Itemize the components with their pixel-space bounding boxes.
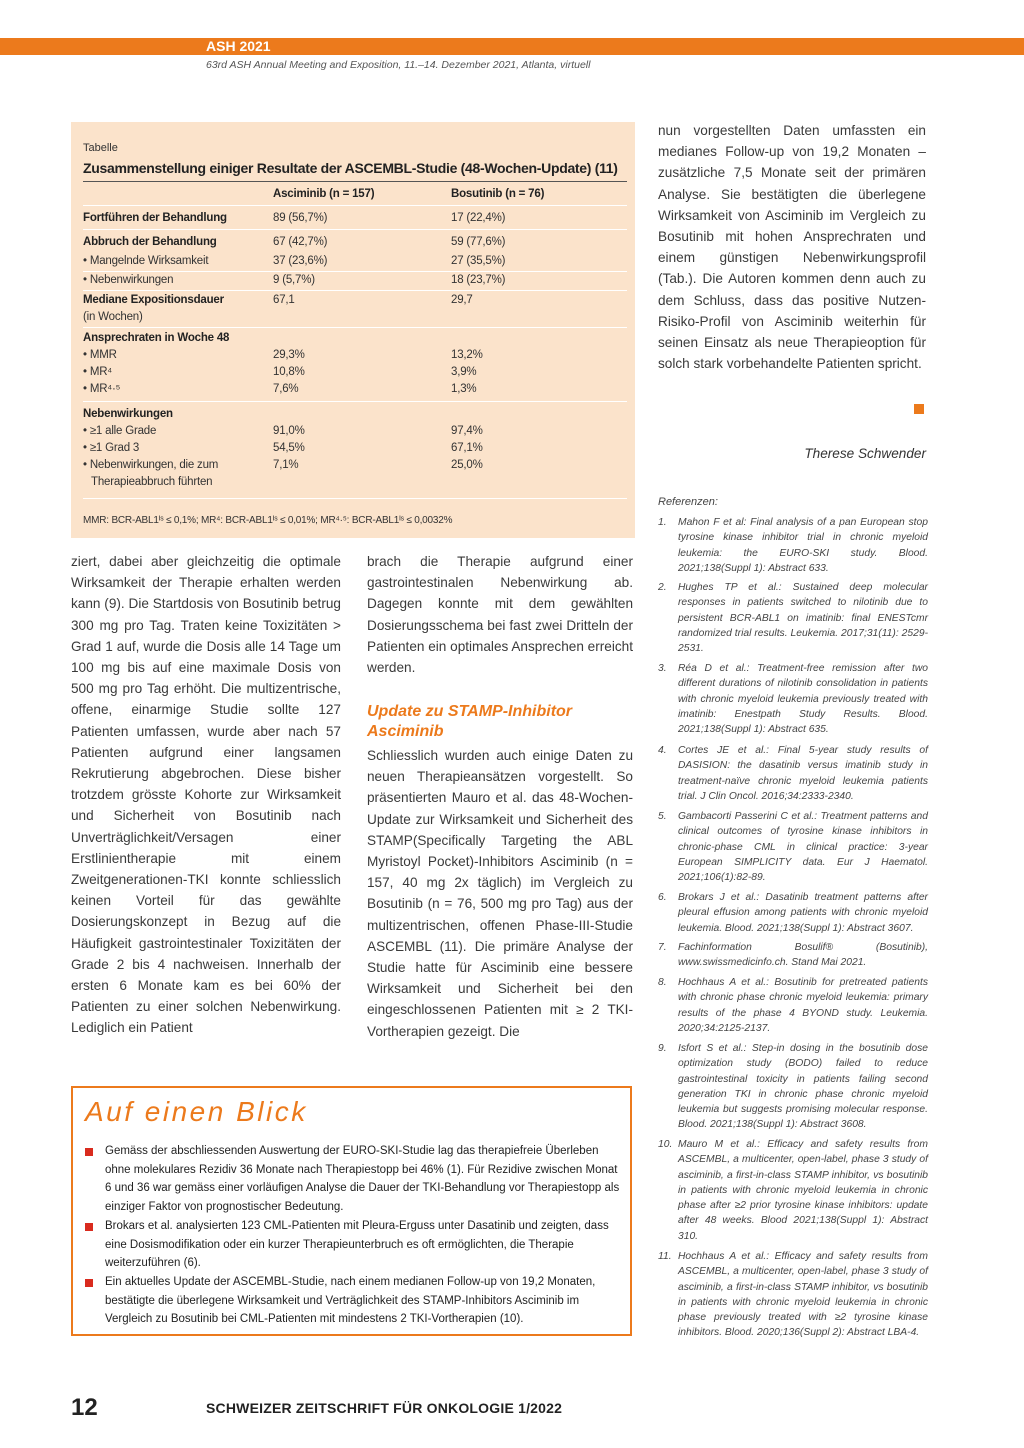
bullet-icon <box>85 1279 93 1287</box>
cell-asciminib: 10,8% <box>273 366 305 378</box>
body-column-2b <box>367 745 633 1042</box>
reference-item <box>658 661 928 737</box>
reference-number: 5. <box>658 811 667 822</box>
cell-bosutinib: 13,2% <box>451 349 483 361</box>
body-column-1 <box>71 551 341 1039</box>
row-label: Mediane Expositionsdauer <box>83 294 224 306</box>
row-label-cont: Therapieabbruch führten <box>91 476 213 488</box>
table-divider <box>83 229 627 230</box>
reference-number: 1. <box>658 517 667 528</box>
reference-item <box>658 940 928 971</box>
reference-item <box>658 1249 928 1341</box>
reference-item <box>658 1041 928 1133</box>
reference-number: 7. <box>658 942 667 953</box>
table-title: Zusammenstellung einiger Resultate der ASCEMBL-Studie (48-Wochen-Update) (11) <box>83 160 618 176</box>
end-mark <box>914 404 924 414</box>
summary-item: Brokars et al. analysierten 123 CML-Patienten mit Pleura-Erguss unter Dasatinib und zeigten, dass eine Dosismodifikation oder ein kurzer Therapieunterbruch es oft ermöglichten, die Therapie weiterzuführen (6). <box>105 1220 609 1269</box>
table-divider <box>83 290 627 291</box>
row-label: • MR⁴ <box>83 366 113 378</box>
cell-bosutinib: 18 (23,7%) <box>451 274 506 286</box>
journal-name: SCHWEIZER ZEITSCHRIFT FÜR ONKOLOGIE 1/2022 <box>206 1400 563 1416</box>
table-divider <box>83 205 627 206</box>
paragraph: ziert, dabei aber gleichzeitig die optimale Wirksamkeit der Therapie erhalten werden kann (9). Die Startdosis von Bosutinib betrug 300 mg pro Tag. Traten keine Toxizitäten > Grad 1 auf, wurde die Dosis alle 14 Tage um 100 mg bis auf eine maximale Dosis von 500 mg pro Tag erhöht. Die multizentrische, offene, einarmige Studie sollte 127 Patienten umfassen, wurde aber nach 57 Patienten aufgrund einer langsamen Rekrutierung abgebrochen. Diese bisher trotzdem grösste Kohorte zur Wirksamkeit und Sicherheit von Bosutinib nach Unverträglichkeit/Versagen einer Erstlinientherapie mit einem Zweitgenerationen-TKI konnte schliesslich keinen Vorteil für das gewählte Dosierungskonzept in Bezug auf die Häufigkeit gastrointestinaler Toxizitäten der Grade 2 bis 4 nachweisen. Innerhalb der ersten 6 Monate kam es bei 60% der Patienten zu einer solchen Nebenwirkung. Lediglich ein Patient <box>71 554 341 1036</box>
row-label: Fortführen der Behandlung <box>83 212 227 224</box>
cell-asciminib: 9 (5,7%) <box>273 274 315 286</box>
reference-number: 3. <box>658 663 667 674</box>
reference-text: Cortes JE et al.: Final 5-year study results of DASISION: the dasatinib versus imatinib study in treatment-naïve chronic myeloid leukemia patients trial. J Clin Oncol. 2016;34:2333-2340. <box>678 745 928 802</box>
reference-item <box>658 809 928 885</box>
reference-text: Isfort S et al.: Step-in dosing in the bosutinib dose optimization study (BODO) failed to reduce gastrointestinal toxicity in patients failing second generation TKI in chronic phase chronic myeloid leukemia but suggests promising molecular response. Blood. 2021;138(Suppl 1): Abstract 3608. <box>678 1043 928 1131</box>
reference-item <box>658 743 928 804</box>
cell-asciminib: 29,3% <box>273 349 305 361</box>
results-table <box>71 122 635 538</box>
summary-item: Gemäss der abschliessenden Auswertung der EURO-SKI-Studie lag das therapiefreie Überleben ohne molekulares Rezidiv 36 Monate nach Therapiestopp bei 46% (1). Für Rezidive zwischen Monat 6 und 36 war gemäss einer vorläufigen Analyse die Dauer der TKI-Behandlung vor Therapiestopp als einziger Faktor von prognostischer Bedeutung. <box>105 1145 620 1213</box>
subheading: Update zu STAMP-Inhibitor Asciminib <box>367 703 573 740</box>
reference-text: Hochhaus A et al.: Efficacy and safety results from ASCEMBL, a multicenter, open-label, phase 3 study of asciminib, a first-in-class STAMP inhibitor, vs bosutinib in patients with chronic myeloid leukemia in chronic phase previously treated with ≥2 tyrosine kinase inhibitors. Blood. 2020;136(Suppl 2): Abstract LBA-4. <box>678 1251 928 1339</box>
references-label: Referenzen: <box>658 496 718 508</box>
reference-text: Mauro M et al.: Efficacy and safety results from ASCEMBL, a multicenter, open-label, phase 3 study of asciminib, a first-in-class STAMP inhibitor, vs bosutinib in patients with chronic myeloid leukemia in chronic phase after ≥2 prior tyrosine kinase inhibitors: update after 48 weeks. Blood 2021;138(Suppl 1): Abstract 310. <box>678 1139 928 1242</box>
section-subtitle: 63rd ASH Annual Meeting and Exposition, 11.–14. Dezember 2021, Atlanta, virtuell <box>206 59 591 71</box>
row-label: • MR⁴·⁵ <box>83 383 121 395</box>
section-title: ASH 2021 <box>206 38 271 54</box>
table-divider <box>83 498 627 499</box>
row-label: Ansprechraten in Woche 48 <box>83 332 230 344</box>
paragraph: brach die Therapie aufgrund einer gastrointestinalen Nebenwirkung ab. Dagegen konnte mit dem gewählten Dosierungsschema bei fast zwei Dritteln der Patienten ein optimales Ansprechen erreicht werden. <box>367 554 633 676</box>
cell-bosutinib: 3,9% <box>451 366 477 378</box>
cell-asciminib: 91,0% <box>273 425 305 437</box>
cell-bosutinib: 59 (77,6%) <box>451 236 506 248</box>
body-column-2 <box>367 551 633 678</box>
summary-title: Auf einen Blick <box>85 1096 308 1127</box>
cell-asciminib: 54,5% <box>273 442 305 454</box>
cell-asciminib: 37 (23,6%) <box>273 255 328 267</box>
reference-number: 2. <box>658 582 667 593</box>
summary-item: Ein aktuelles Update der ASCEMBL-Studie, nach einem medianen Follow-up von 19,2 Monaten, bestätigte die überlegene Wirksamkeit und Verträglichkeit des STAMP-Inhibitors Asciminib im Vergleich zu Bosutinib bei CML-Patienten mit mindestens 2 TKI-Vortherapien (10). <box>105 1276 596 1325</box>
table-label: Tabelle <box>83 142 118 154</box>
cell-asciminib: 7,1% <box>273 459 299 471</box>
reference-text: Mahon F et al: Final analysis of a pan European stop tyrosine kinase inhibitor trial in chronic myeloid leukemia: the EURO-SKI study. Blood. 2021;138(Suppl 1): Abstract 633. <box>678 517 928 574</box>
cell-bosutinib: 29,7 <box>451 294 473 306</box>
body-column-3 <box>658 120 926 374</box>
cell-bosutinib: 97,4% <box>451 425 483 437</box>
page-number: 12 <box>71 1394 98 1421</box>
reference-text: Fachinformation Bosulif® (Bosutinib), www.swissmedicinfo.ch. Stand Mai 2021. <box>678 942 928 969</box>
col-header-asciminib: Asciminib (n = 157) <box>273 188 375 200</box>
cell-bosutinib: 27 (35,5%) <box>451 255 506 267</box>
row-label-cont: (in Wochen) <box>83 311 143 323</box>
reference-text: Hochhaus A et al.: Bosutinib for pretreated patients with chronic phase chronic myeloid leukemia: primary results of the phase 4 BYOND study. Leukemia. 2020;34:2125-2137. <box>678 977 928 1034</box>
cell-asciminib: 67,1 <box>273 294 295 306</box>
table-footnote: MMR: BCR-ABL1ᴵˢ ≤ 0,1%; MR⁴: BCR-ABL1ᴵˢ ≤ 0,01%; MR⁴·⁵: BCR-ABL1ᴵˢ ≤ 0,0032% <box>83 515 453 526</box>
cell-bosutinib: 17 (22,4%) <box>451 212 506 224</box>
row-label: • ≥1 Grad 3 <box>83 442 140 454</box>
cell-asciminib: 7,6% <box>273 383 299 395</box>
reference-item <box>658 1137 928 1244</box>
reference-number: 9. <box>658 1043 667 1054</box>
cell-asciminib: 67 (42,7%) <box>273 236 328 248</box>
cell-bosutinib: 25,0% <box>451 459 483 471</box>
reference-number: 6. <box>658 892 667 903</box>
table-divider <box>83 327 627 328</box>
reference-number: 4. <box>658 745 667 756</box>
row-label: • ≥1 alle Grade <box>83 425 157 437</box>
col-header-bosutinib: Bosutinib (n = 76) <box>451 188 545 200</box>
row-label: • Nebenwirkungen, die zum <box>83 459 219 471</box>
reference-text: Hughes TP et al.: Sustained deep molecular responses in patients switched to nilotinib due to persistent BCR-ABL1 on imatinib: final ENESTcmr randomized trial results. Leukemia. 2017;31(11): 2529-2531. <box>678 582 928 655</box>
table-divider <box>83 401 627 402</box>
author: Therese Schwender <box>804 446 926 461</box>
header-bar <box>0 38 1024 55</box>
row-label: • MMR <box>83 349 117 361</box>
reference-number: 11. <box>658 1251 672 1262</box>
reference-item <box>658 890 928 936</box>
cell-asciminib: 89 (56,7%) <box>273 212 328 224</box>
reference-item <box>658 515 928 576</box>
paragraph: nun vorgestellten Daten umfassten ein medianes Follow-up von 19,2 Monaten – zusätzliche 7,5 Monate seit der primären Analyse. Sie bestätigten die überlegene Wirksamkeit von Asciminib im Vergleich zu Bosutinib mit hohen Ansprechraten und einem günstigen Nebenwirkungsprofil (Tab.). Die Autoren kommen denn auch zu dem Schluss, dass das positive Nutzen-Risiko-Profil von Asciminib weiterhin für seinen Einsatz als neue Therapieoption für solch stark vorbehandelte Patienten spricht. <box>658 123 926 372</box>
row-label: Abbruch der Behandlung <box>83 236 217 248</box>
table-rule <box>83 181 627 182</box>
cell-bosutinib: 67,1% <box>451 442 483 454</box>
reference-text: Brokars J et al.: Dasatinib treatment patterns after pleural effusion among patients with chronic myeloid leukemia. Blood. 2021;138(Suppl 1): Abstract 3607. <box>678 892 928 934</box>
reference-item <box>658 975 928 1036</box>
row-label: • Nebenwirkungen <box>83 274 174 286</box>
reference-text: Réa D et al.: Treatment-free remission after two different durations of nilotinib consolidation in patients with chronic myeloid leukemia previously treated with imatinib: Enestpath Study Results. Blood. 2021;138(Suppl 1): Abstract 635. <box>678 663 928 736</box>
cell-bosutinib: 1,3% <box>451 383 477 395</box>
row-label: Nebenwirkungen <box>83 408 173 420</box>
reference-number: 10. <box>658 1139 673 1150</box>
reference-number: 8. <box>658 977 667 988</box>
row-label: • Mangelnde Wirksamkeit <box>83 255 209 267</box>
bullet-icon <box>85 1148 93 1156</box>
paragraph: Schliesslich wurden auch einige Daten zu neuen Therapieansätzen vorgestellt. So präsentierten Mauro et al. das 48-Wochen-Update zur Wirksamkeit und Sicherheit des STAMP(Specifically Targeting the ABL Myristoyl Pocket)-Inhibitors Asciminib (n = 157, 40 mg 2x täglich) im Vergleich zu Bosutinib (n = 76, 500 mg pro Tag) aus der multizentrischen, offenen Phase-III-Studie ASCEMBL (11). Die primäre Analyse der Studie hatte für Asciminib eine bessere Wirksamkeit und Sicherheit bei den eingeschlossenen Patienten mit ≥ 2 TKI-Vortherapien gezeigt. Die <box>367 748 633 1039</box>
summary-box <box>71 1086 632 1336</box>
reference-text: Gambacorti Passerini C et al.: Treatment patterns and clinical outcomes of tyrosine kinase inhibitors in chronic-phase CML in clinical practice: 3-year European SIMPLICITY data. Eur J Haematol. 2021;106(1):82-89. <box>678 811 928 884</box>
reference-item <box>658 580 928 656</box>
bullet-icon <box>85 1223 93 1231</box>
